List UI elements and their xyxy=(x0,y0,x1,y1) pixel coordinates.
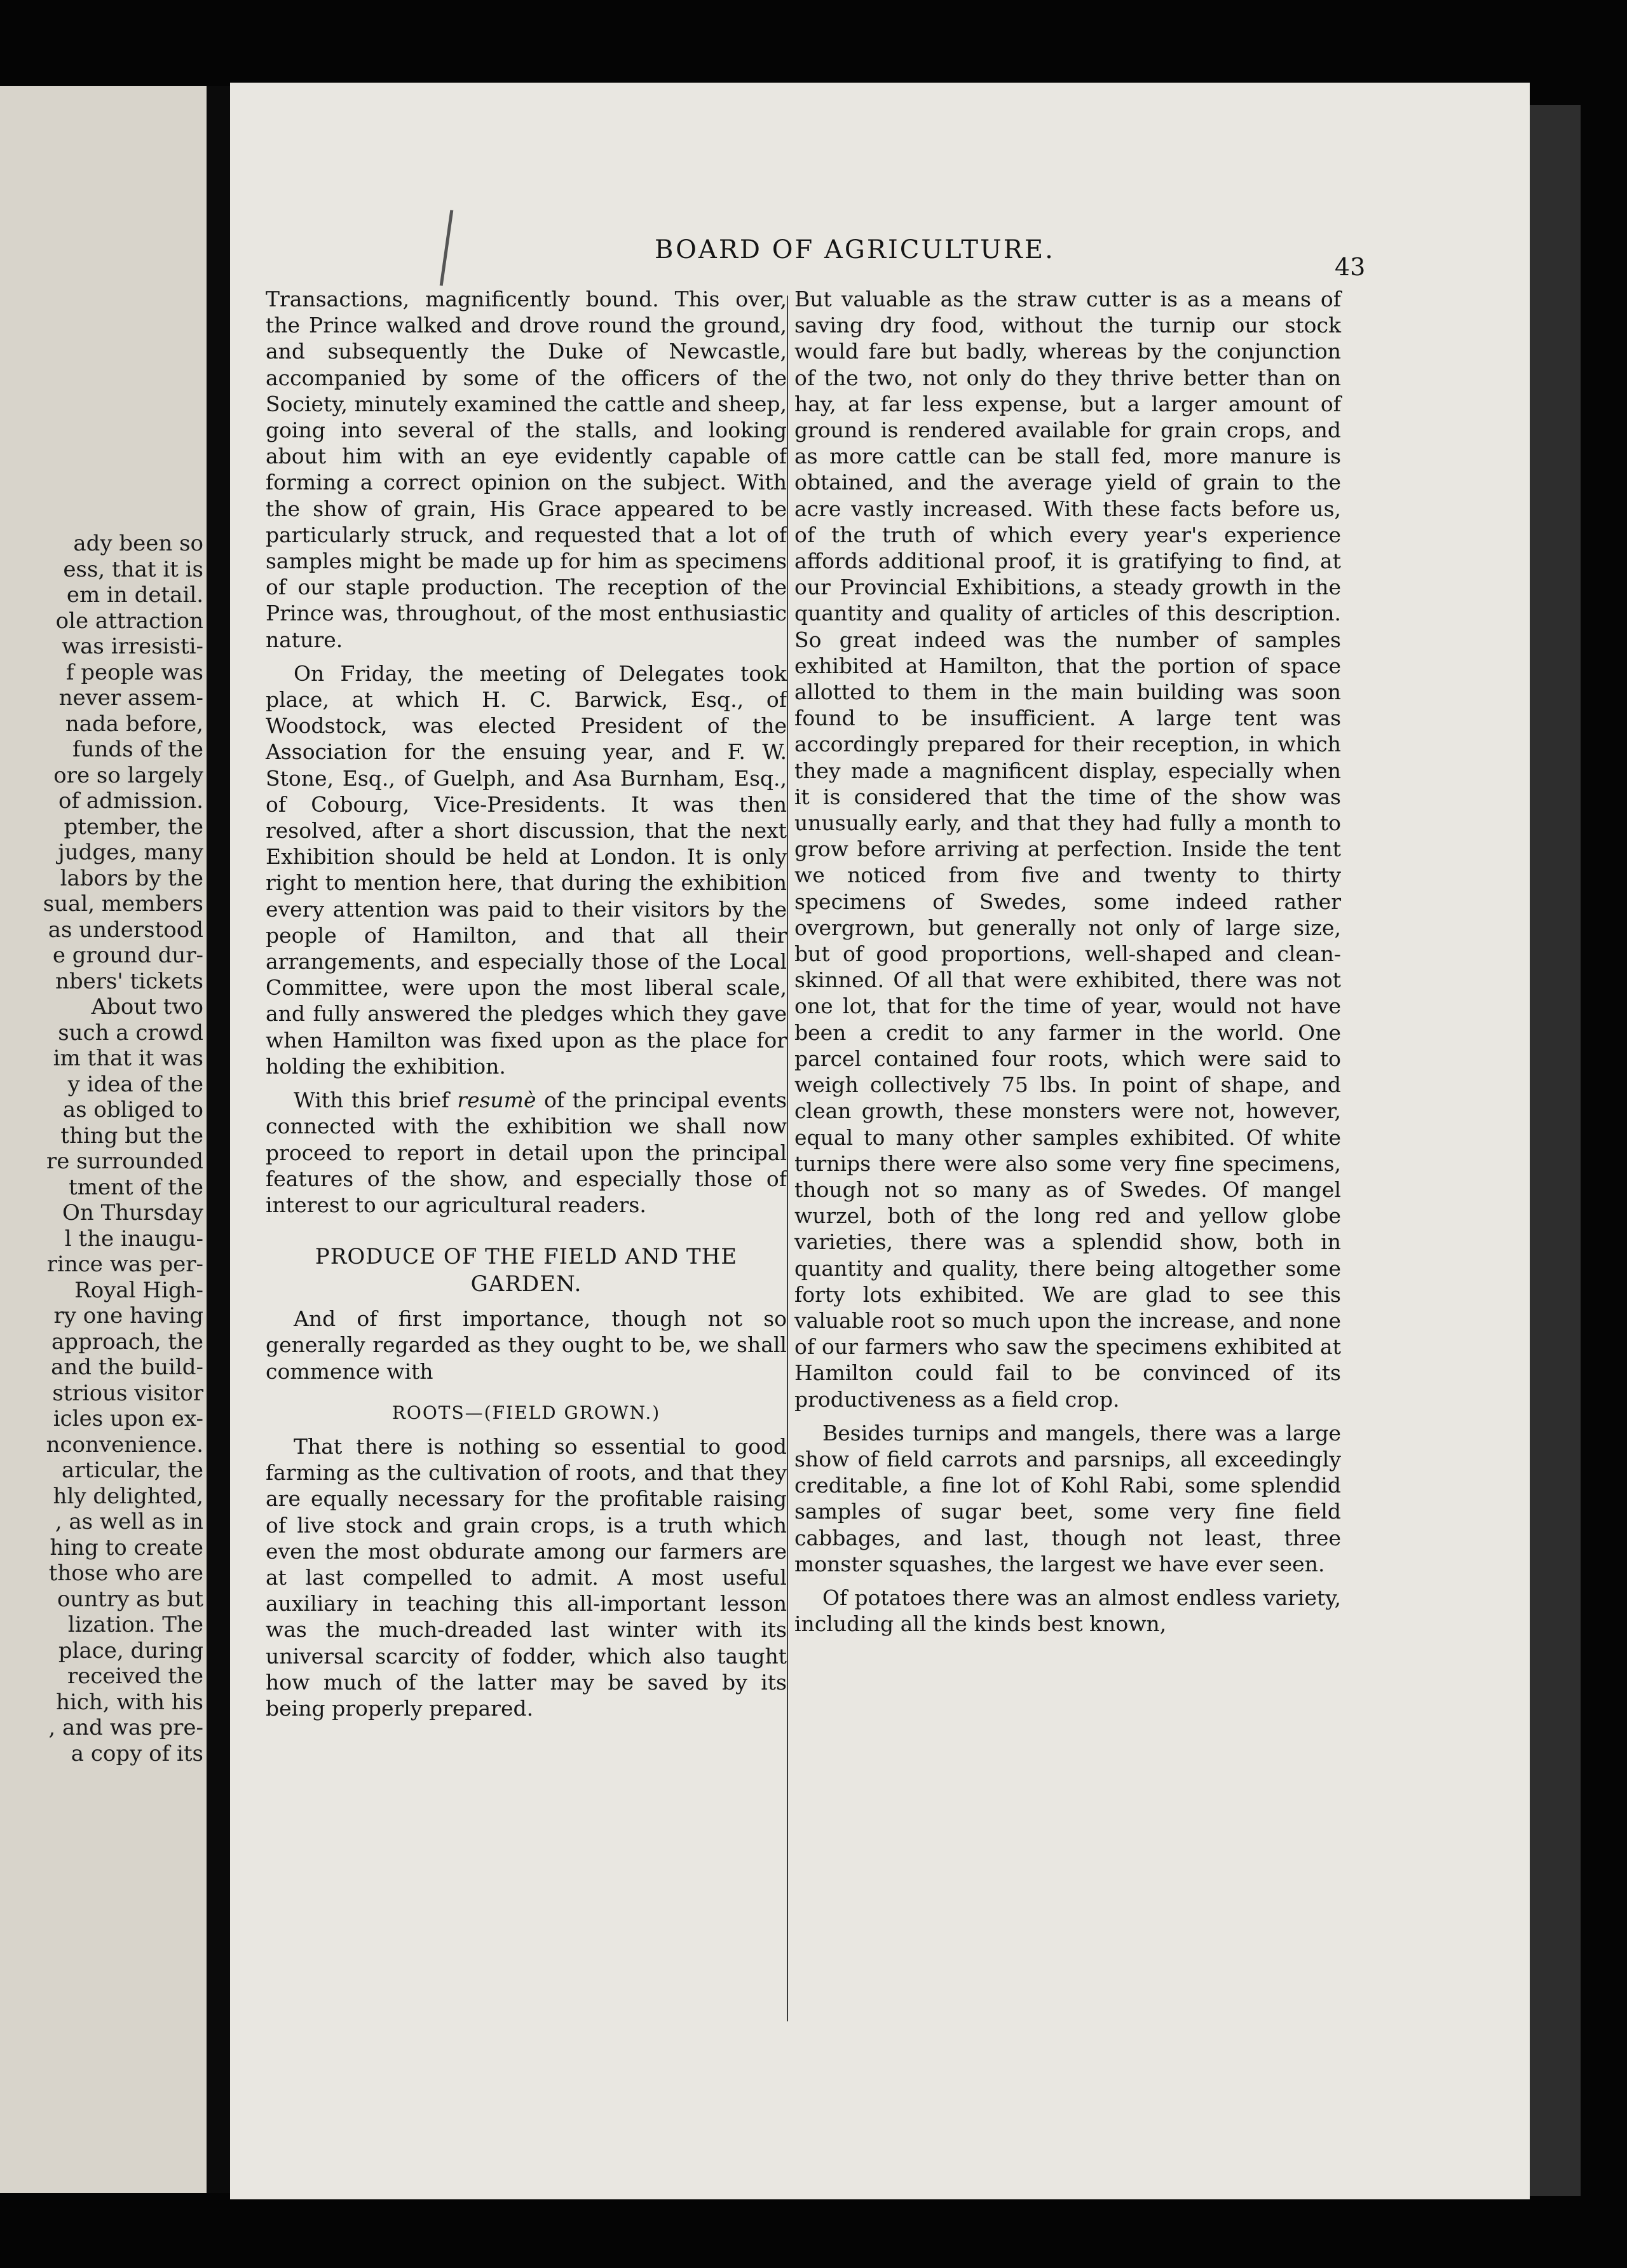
paragraph xyxy=(266,1087,787,1218)
facing-page-line: those who are xyxy=(48,1561,203,1586)
paragraph: On Friday, the meeting of Delegates took place, at which H. C. Barwick, Esq., of Woodstock, was elected President of the Association for the ensuing year, and F. W. Stone, Esq., of Guelph, and Asa Burnham, Esq., of Cobourg, Vice-Presidents. It was then resolved, after a short discussion, that the next Exhibition should be held at London. It is only right to mention here, that during the exhibition every attention was paid to their visitors by the people of Hamilton, and that all their arrangements, and especially those of the Local Committee, were upon the most liberal scale, and fully answered the pledges which they gave when Hamilton was fixed upon as the place for holding the exhibition. xyxy=(266,660,787,1079)
facing-page-line: hich, with his xyxy=(56,1689,203,1715)
facing-page-line: ountry as but xyxy=(57,1586,203,1612)
facing-page-line: f people was xyxy=(65,659,203,685)
facing-page-line: strious visitor xyxy=(52,1380,203,1406)
paragraph: But valuable as the straw cutter is as a means of saving dry food, without the turnip our stock would fare but badly, whereas by the conjunction of the two, not only do they thrive better than on hay, at far less expense, but a larger amount of ground is rendered available for grain crops, and as more cattle can be stall fed, more manure is obtained, and the average yield of grain to the acre vastly increased. With these facts before us, of the truth of which every year's experience affords additional proof, it is gratifying to find, at our Provincial Exhibitions, a steady growth in the quantity and quality of articles of this description. So great indeed was the number of samples exhibited at Hamilton, that the portion of space allotted to them in the main building was soon found to be insufficient. A large tent was accordingly prepared for their reception, in which they made a magnificent display, especially when it is considered that the time of the show was unusually early, and that they had fully a month to grow before arriving at perfection. Inside the tent we noticed from five and twenty to thirty specimens of Swedes, some indeed rather overgrown, but generally not only of large size, but of good proportions, well-shaped and clean-skinned. Of all that were exhibited, there was not one lot, that for the time of year, would not have been a credit to any farmer in the world. One parcel contained four roots, which were said to weigh collectively 75 lbs. In point of shape, and clean growth, these monsters were not, however, equal to many other samples exhibited. Of white turnips there were also some very fine specimens, though not so many as of Swedes. Of mangel wurzel, both of the long red and yellow globe varieties, there was a splendid show, both in quantity and quality, there being altogether some forty lots exhibited. We are glad to see this valuable root so much upon the increase, and none of our farmers who saw the specimens exhibited at Hamilton could fail to be convinced of its productiveness as a field crop. xyxy=(794,287,1341,1412)
facing-page-line: About two xyxy=(91,994,203,1020)
facing-page-line: such a crowd xyxy=(58,1020,203,1046)
paragraph: Transactions, magnificently bound. This over, the Prince walked and drove round the ground, and subsequently the Duke of Newcastle, accompanied by some of the officers of the Society, minutely examined the cattle and sheep, going into several of the stalls, and looking about him with an eye evidently capable of forming a correct opinion on the subject. With the show of grain, His Grace appeared to be particularly struck, and requested that a lot of samples might be made up for him as specimens of our staple production. The reception of the Prince was, throughout, of the most enthusiastic nature. xyxy=(266,287,787,652)
facing-page-line: ole attraction xyxy=(55,608,203,634)
facing-page-line: a copy of its xyxy=(71,1740,203,1766)
facing-page-line: ore so largely xyxy=(53,762,203,788)
paragraph: That there is nothing so essential to good farming as the cultivation of roots, and that they are equally necessary for the profitable raising of live stock and grain crops, is a truth which even the most obdurate among our farmers are at last compelled to admit. A most useful auxiliary in teaching this all-important lesson was the much-dreaded last winter with its universal scarcity of fodder, which also taught how much of the latter may be saved by its being properly prepared. xyxy=(266,1433,787,1721)
facing-page-line: hing to create xyxy=(50,1534,203,1561)
right-column xyxy=(794,286,1341,1637)
facing-page-line: , and was pre- xyxy=(48,1715,203,1740)
facing-page-line: was irresisti- xyxy=(62,634,203,659)
facing-page-line: im that it was xyxy=(53,1046,203,1071)
facing-page-line: and the build- xyxy=(51,1355,203,1380)
facing-page-line: judges, many xyxy=(58,840,203,865)
facing-page-line: nconvenience. xyxy=(46,1431,203,1458)
facing-page-line: sual, members xyxy=(43,891,203,917)
facing-page-line: never assem- xyxy=(58,685,203,711)
text-run: of the principal events connected with the exhibition we shall now proceed to report in detail upon the principal features of the show, and especially those of interest to our agricultural readers. xyxy=(266,1088,787,1217)
facing-page-line: em in detail. xyxy=(66,582,203,608)
section-heading: PRODUCE OF THE FIELD AND THE GARDEN. xyxy=(315,1244,738,1297)
facing-page-line: nbers' tickets xyxy=(55,968,203,994)
facing-page-line: Royal High- xyxy=(74,1277,203,1303)
facing-page-line: thing but the xyxy=(60,1123,203,1149)
facing-page-line: re surrounded xyxy=(46,1149,203,1174)
text-run: With this brief xyxy=(294,1088,458,1113)
facing-page-line: tment of the xyxy=(69,1174,203,1200)
italic-term: resumè xyxy=(457,1088,536,1113)
facing-page-fragment xyxy=(0,86,207,2193)
facing-page-line: funds of the xyxy=(72,737,203,762)
paragraph: And of first importance, though not so generally regarded as they ought to be, we shall commence with xyxy=(266,1306,787,1384)
facing-page-line: lization. The xyxy=(67,1612,203,1637)
facing-page-line: place, during xyxy=(58,1637,203,1663)
page-number: 43 xyxy=(1335,253,1366,281)
facing-page-line: ptember, the xyxy=(64,814,203,840)
facing-page-line: On Thursday xyxy=(62,1200,203,1226)
facing-page-line: as obliged to xyxy=(62,1097,203,1123)
facing-page-line: received the xyxy=(67,1663,203,1689)
facing-page-line: labors by the xyxy=(60,865,203,891)
facing-page-line: articular, the xyxy=(62,1458,203,1483)
facing-page-line: y idea of the xyxy=(67,1071,203,1097)
subsection-heading: ROOTS—(FIELD GROWN.) xyxy=(391,1402,661,1423)
facing-page-line: e ground dur- xyxy=(52,943,203,968)
facing-page-line: ess, that it is xyxy=(63,556,203,582)
paragraph: Of potatoes there was an almost endless variety, including all the kinds best known, xyxy=(794,1585,1341,1637)
facing-page-line: l the inaugu- xyxy=(64,1226,203,1252)
paragraph: Besides turnips and mangels, there was a large show of field carrots and parsnips, all exceedingly creditable, a fine lot of Kohl Rabi, some splendid samples of sugar beet, some very fine field cabbages, and last, though not least, three monster squashes, the largest we have ever seen. xyxy=(794,1420,1341,1576)
facing-page-line: approach, the xyxy=(51,1329,203,1355)
facing-page-line: as understood xyxy=(48,917,203,943)
page-edge-shadow xyxy=(1530,105,1581,2196)
facing-page-line: nada before, xyxy=(65,711,203,737)
running-head: BOARD OF AGRICULTURE. xyxy=(655,235,1055,264)
facing-page-line: of admission. xyxy=(58,788,203,814)
facing-page-line: hly delighted, xyxy=(53,1483,203,1509)
facing-page-line: ady been so xyxy=(73,531,203,556)
facing-page-line: ry one having xyxy=(53,1303,203,1329)
facing-page-line: rince was per- xyxy=(46,1252,203,1277)
facing-page-line: icles upon ex- xyxy=(53,1406,203,1431)
column-divider xyxy=(787,296,788,2021)
facing-page-text xyxy=(0,531,203,1766)
facing-page-line: , as well as in xyxy=(55,1509,203,1534)
left-column xyxy=(266,286,787,1721)
